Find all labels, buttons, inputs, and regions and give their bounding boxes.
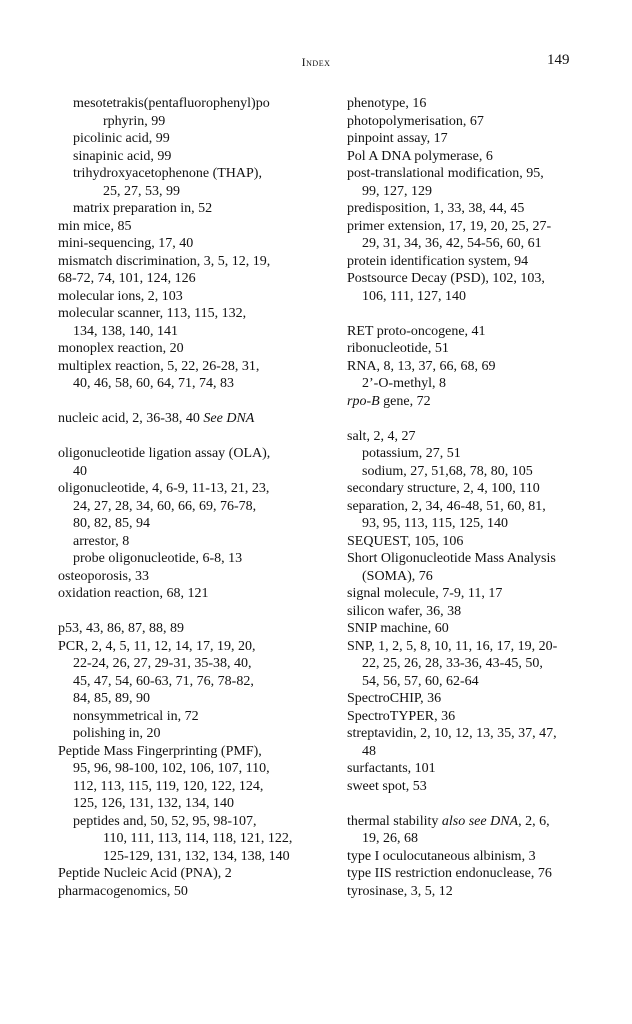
index-subentry — [58, 200, 320, 218]
entry-line — [347, 358, 592, 376]
entry-gap — [58, 393, 320, 411]
index-entry — [58, 218, 320, 236]
entry-text: 54, 56, 57, 60, 62-64 — [362, 673, 479, 689]
entry-text: picolinic acid, 99 — [73, 131, 170, 146]
entry-line — [58, 288, 320, 306]
index-entry — [347, 428, 592, 446]
entry-text: SNP, 1, 2, 5, 8, 10, 11, 16, 17, 19, 20- — [347, 638, 558, 654]
entry-text: salt, 2, 4, 27 — [347, 428, 416, 444]
entry-line — [347, 165, 592, 183]
entry-text: signal molecule, 7-9, 11, 17 — [347, 586, 503, 601]
entry-text: phenotype, 16 — [347, 96, 427, 111]
entry-text: 22-24, 26, 27, 29-31, 35-38, 40, — [73, 656, 252, 671]
entry-line — [347, 428, 592, 446]
index-entry — [347, 848, 592, 866]
entry-continuation-line — [58, 760, 320, 778]
index-entry — [58, 620, 320, 638]
index-entry — [347, 130, 592, 148]
entry-line — [347, 323, 592, 341]
index-subentry — [347, 375, 592, 393]
entry-text: secondary structure, 2, 4, 100, 110 — [347, 481, 540, 496]
index-subentry — [58, 165, 320, 200]
entry-line — [347, 498, 592, 516]
entry-text: 125, 126, 131, 132, 134, 140 — [73, 796, 234, 811]
entry-text: 40, 46, 58, 60, 64, 71, 74, 83 — [73, 376, 234, 391]
entry-continuation-line — [58, 515, 320, 533]
entry-text: RET proto-oncogene, 41 — [347, 323, 486, 339]
entry-line — [58, 358, 320, 376]
entry-text: 45, 47, 54, 60-63, 71, 76, 78-82, — [73, 673, 254, 689]
entry-text: photopolymerisation, 67 — [347, 113, 484, 129]
entry-text: tyrosinase, 3, 5, 12 — [347, 883, 453, 899]
entry-text: potassium, 27, 51 — [362, 446, 461, 461]
entry-line — [73, 813, 320, 831]
index-entry — [347, 498, 592, 533]
entry-text: 93, 95, 113, 115, 125, 140 — [362, 516, 508, 531]
index-entry — [58, 235, 320, 253]
entry-text: probe oligonucleotide, 6-8, 13 — [73, 551, 243, 566]
index-entry — [58, 358, 320, 393]
entry-text: ribonucleotide, 51 — [347, 341, 449, 356]
index-subentry — [347, 445, 592, 463]
entry-line — [347, 270, 592, 288]
entry-gap — [58, 603, 320, 621]
entry-text: sodium, 27, 51,68, 78, 80, 105 — [362, 463, 533, 479]
entry-gap — [347, 410, 592, 428]
index-entry — [347, 148, 592, 166]
entry-text: multiplex reaction, 5, 22, 26-28, 31, — [58, 358, 260, 374]
entry-text: SpectroCHIP, 36 — [347, 691, 442, 706]
entry-text: (SOMA), 76 — [362, 568, 433, 584]
entry-text: 95, 96, 98-100, 102, 106, 107, 110, — [73, 761, 270, 776]
index-entry — [58, 638, 320, 708]
entry-continuation-line — [347, 673, 592, 691]
index-entry — [347, 638, 592, 691]
entry-line — [347, 638, 592, 656]
entry-text: 110, 111, 113, 114, 118, 121, 122, — [103, 831, 293, 846]
entry-continuation-line — [347, 183, 592, 201]
entry-text: 22, 25, 26, 28, 33-36, 43-45, 50, — [362, 656, 543, 671]
entry-text: SpectroTYPER, 36 — [347, 708, 456, 724]
index-entry — [58, 270, 320, 288]
entry-text: mismatch discrimination, 3, 5, 12, 19, — [58, 253, 271, 269]
entry-text: predisposition, 1, 33, 38, 44, 45 — [347, 201, 525, 216]
index-entry — [347, 533, 592, 551]
entry-continuation-line — [347, 515, 592, 533]
index-subentry — [58, 148, 320, 166]
entry-line — [347, 725, 592, 743]
entry-continuation-line — [347, 743, 592, 761]
entry-text: surfactants, 101 — [347, 761, 436, 776]
entry-line — [73, 550, 320, 568]
entry-text: thermal stability — [347, 813, 439, 829]
entry-line — [347, 200, 592, 218]
index-entry — [347, 620, 592, 638]
entry-text: polishing in, 20 — [73, 726, 161, 741]
entry-continuation-line — [58, 655, 320, 673]
index-entry — [347, 323, 592, 341]
entry-line — [58, 305, 320, 323]
entry-gap — [347, 305, 592, 323]
entry-text: 24, 27, 28, 34, 60, 66, 69, 76-78, — [73, 498, 257, 514]
index-entry — [347, 113, 592, 131]
entry-text: oligonucleotide ligation assay (OLA), — [58, 446, 271, 461]
entry-line — [58, 410, 320, 428]
entry-text: post-translational modification, 95, — [347, 166, 544, 181]
entry-line — [347, 760, 592, 778]
entry-text: primer extension, 17, 19, 20, 25, 27- — [347, 218, 552, 234]
index-subentry — [347, 463, 592, 481]
entry-text: nucleic acid, 2, 36-38, 40 — [58, 411, 200, 426]
entry-gap — [58, 428, 320, 446]
entry-text: type I oculocutaneous albinism, 3 — [347, 848, 536, 864]
entry-text: SNIP machine, 60 — [347, 621, 449, 636]
index-entry — [58, 288, 320, 306]
index-entry — [347, 95, 592, 113]
entry-line — [73, 95, 320, 113]
entry-text: rphyrin, 99 — [103, 113, 166, 129]
index-entry — [347, 393, 592, 411]
entry-text: Peptide Mass Fingerprinting (PMF), — [58, 743, 262, 759]
index-entry — [347, 865, 592, 883]
index-subentry — [58, 708, 320, 726]
entry-line — [347, 848, 592, 866]
index-entry — [347, 708, 592, 726]
entry-continuation-line — [58, 795, 320, 813]
entry-text: Peptide Nucleic Acid (PNA), 2 — [58, 866, 232, 881]
entry-text: PCR, 2, 4, 5, 11, 12, 14, 17, 19, 20, — [58, 638, 256, 654]
entry-text: sinapinic acid, 99 — [73, 148, 172, 164]
entry-line — [347, 883, 592, 901]
entry-line — [347, 253, 592, 271]
entry-line — [347, 865, 592, 883]
entry-line — [347, 130, 592, 148]
entry-continuation-line — [347, 655, 592, 673]
entry-text: mesotetrakis(pentafluorophenyl)po — [73, 96, 270, 111]
index-entry — [58, 568, 320, 586]
index-entry — [58, 743, 320, 813]
index-subentry — [58, 533, 320, 551]
index-entry — [347, 340, 592, 358]
index-entry — [347, 883, 592, 901]
index-column-left — [58, 95, 320, 900]
entry-text: arrestor, 8 — [73, 533, 130, 549]
running-head-title: Index — [301, 55, 331, 69]
cross-reference: See DNA — [199, 411, 255, 426]
entry-gap — [347, 795, 592, 813]
entry-continuation-line — [73, 183, 320, 201]
entry-line — [58, 568, 320, 586]
entry-text: oligonucleotide, 4, 6-9, 11-13, 21, 23, — [58, 481, 270, 496]
index-column-right — [347, 95, 592, 900]
entry-line — [362, 375, 592, 393]
entry-text: 29, 31, 34, 36, 42, 54-56, 60, 61 — [362, 236, 542, 251]
entry-text: nonsymmetrical in, 72 — [73, 708, 199, 724]
entry-text: 80, 82, 85, 94 — [73, 516, 150, 531]
entry-line — [58, 340, 320, 358]
entry-line — [58, 883, 320, 901]
entry-text: 125-129, 131, 132, 134, 138, 140 — [103, 848, 290, 864]
entry-continuation-line — [58, 690, 320, 708]
index-entry — [347, 813, 592, 848]
entry-text: 19, 26, 68 — [362, 831, 418, 846]
entry-line — [347, 708, 592, 726]
index-entry — [58, 865, 320, 883]
index-entry — [347, 200, 592, 218]
index-entry — [58, 480, 320, 533]
index-subentry — [58, 130, 320, 148]
entry-text: RNA, 8, 13, 37, 66, 68, 69 — [347, 358, 496, 374]
entry-line — [73, 200, 320, 218]
index-subentry — [58, 95, 320, 130]
entry-line — [73, 165, 320, 183]
entry-line — [58, 480, 320, 498]
index-entry — [347, 218, 592, 253]
entry-text: streptavidin, 2, 10, 12, 13, 35, 37, 47, — [347, 726, 557, 741]
entry-text: pinpoint assay, 17 — [347, 131, 448, 146]
entry-text: 68-72, 74, 101, 124, 126 — [58, 271, 196, 286]
entry-text: 25, 27, 53, 99 — [103, 183, 180, 199]
index-entry — [347, 725, 592, 760]
entry-continuation-line — [58, 778, 320, 796]
index-entry — [58, 340, 320, 358]
index-entry — [58, 305, 320, 340]
entry-line — [347, 690, 592, 708]
entry-text: protein identification system, 94 — [347, 253, 529, 269]
entry-text: , 2, 6, — [518, 813, 550, 829]
entry-text: gene, 72 — [379, 393, 431, 409]
index-entry — [347, 585, 592, 603]
index-entry — [347, 270, 592, 305]
index-subentry — [58, 725, 320, 743]
entry-line — [347, 603, 592, 621]
page-number: 149 — [547, 52, 570, 68]
entry-line — [58, 235, 320, 253]
entry-continuation-line — [58, 673, 320, 691]
entry-line — [347, 813, 592, 831]
entry-line — [347, 620, 592, 638]
cross-reference: also see DNA — [438, 813, 519, 829]
entry-continuation-line — [58, 463, 320, 481]
entry-text: osteoporosis, 33 — [58, 568, 149, 584]
entry-text: monoplex reaction, 20 — [58, 341, 184, 356]
index-entry — [347, 603, 592, 621]
entry-text: molecular ions, 2, 103 — [58, 288, 183, 304]
entry-line — [347, 95, 592, 113]
entry-line — [73, 148, 320, 166]
entry-line — [347, 778, 592, 796]
index-entry — [347, 778, 592, 796]
entry-continuation-line — [58, 323, 320, 341]
entry-text: molecular scanner, 113, 115, 132, — [58, 306, 247, 321]
index-entry — [347, 358, 592, 376]
entry-line — [58, 638, 320, 656]
entry-line — [58, 743, 320, 761]
index-entry — [347, 480, 592, 498]
entry-line — [73, 725, 320, 743]
index-entry — [347, 760, 592, 778]
entry-continuation-line — [347, 830, 592, 848]
entry-line — [347, 340, 592, 358]
entry-text: mini-sequencing, 17, 40 — [58, 236, 194, 251]
italic-term: rpo-B — [347, 393, 380, 409]
index-entry — [58, 585, 320, 603]
entry-line — [58, 585, 320, 603]
entry-line — [347, 480, 592, 498]
entry-text: type IIS restriction endonuclease, 76 — [347, 866, 552, 881]
entry-text: 106, 111, 127, 140 — [362, 288, 466, 304]
entry-text: matrix preparation in, 52 — [73, 201, 213, 216]
entry-line — [58, 865, 320, 883]
entry-continuation-line — [73, 848, 320, 866]
index-subentry — [58, 813, 320, 866]
index-entry — [58, 253, 320, 271]
entry-text: pharmacogenomics, 50 — [58, 883, 188, 899]
entry-line — [58, 253, 320, 271]
entry-continuation-line — [347, 288, 592, 306]
index-entry — [58, 883, 320, 901]
entry-line — [58, 445, 320, 463]
entry-text: Short Oligonucleotide Mass Analysis — [347, 551, 556, 566]
entry-text: separation, 2, 34, 46-48, 51, 60, 81, — [347, 498, 546, 514]
entry-text: p53, 43, 86, 87, 88, 89 — [58, 621, 184, 636]
entry-text: 2’-O-methyl, 8 — [362, 376, 446, 391]
entry-text: silicon wafer, 36, 38 — [347, 603, 462, 619]
entry-line — [347, 113, 592, 131]
entry-text: 48 — [362, 743, 376, 759]
index-entry — [347, 690, 592, 708]
entry-text: Pol A DNA polymerase, 6 — [347, 148, 493, 164]
entry-text: min mice, 85 — [58, 218, 132, 234]
index-subentry — [58, 550, 320, 568]
entry-line — [73, 130, 320, 148]
entry-text: SEQUEST, 105, 106 — [347, 533, 464, 549]
entry-text: oxidation reaction, 68, 121 — [58, 586, 209, 601]
entry-continuation-line — [58, 375, 320, 393]
entry-line — [347, 148, 592, 166]
entry-text: Postsource Decay (PSD), 102, 103, — [347, 271, 545, 286]
entry-line — [347, 533, 592, 551]
index-entry — [347, 165, 592, 200]
entry-line — [347, 585, 592, 603]
index-entry — [58, 445, 320, 480]
entry-text: sweet spot, 53 — [347, 778, 427, 794]
entry-text: 99, 127, 129 — [362, 183, 432, 199]
entry-line — [347, 393, 592, 411]
entry-continuation-line — [73, 830, 320, 848]
entry-continuation-line — [347, 568, 592, 586]
entry-text: 84, 85, 89, 90 — [73, 691, 150, 706]
entry-line — [362, 463, 592, 481]
index-entry — [58, 410, 320, 428]
entry-line — [347, 550, 592, 568]
entry-line — [58, 270, 320, 288]
index-entry — [347, 253, 592, 271]
entry-continuation-line — [58, 498, 320, 516]
entry-line — [362, 445, 592, 463]
entry-text: 40 — [73, 463, 87, 479]
entry-text: trihydroxyacetophenone (THAP), — [73, 166, 262, 181]
entry-line — [347, 218, 592, 236]
entry-line — [73, 708, 320, 726]
entry-line — [73, 533, 320, 551]
entry-line — [58, 620, 320, 638]
entry-text: peptides and, 50, 52, 95, 98-107, — [73, 813, 257, 829]
entry-continuation-line — [347, 235, 592, 253]
entry-text: 134, 138, 140, 141 — [73, 323, 178, 339]
entry-line — [58, 218, 320, 236]
entry-continuation-line — [73, 113, 320, 131]
index-entry — [347, 550, 592, 585]
entry-text: 112, 113, 115, 119, 120, 122, 124, — [73, 778, 264, 794]
